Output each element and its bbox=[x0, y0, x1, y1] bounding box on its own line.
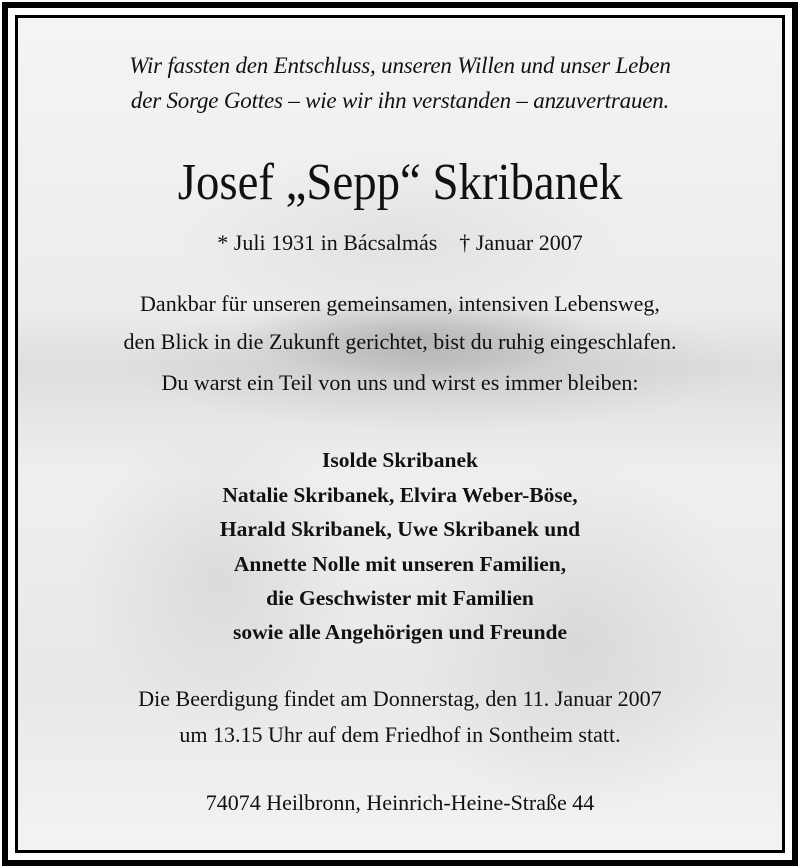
mourner-line: sowie alle Angehörigen und Freunde bbox=[232, 620, 568, 644]
gratitude-line: den Blick in die Zukunft gerichtet, bist du ruhig eingeschlafen. bbox=[123, 329, 677, 354]
death-notice bbox=[15, 15, 785, 853]
mourner-line: Isolde Skribanek bbox=[322, 448, 478, 472]
mourner-line: Harald Skribanek, Uwe Skribanek und bbox=[219, 517, 581, 541]
motto-line: Wir fassten den Entschluss, unseren Willen und unser Leben bbox=[129, 53, 671, 78]
mourner-line: Annette Nolle mit unseren Familien, bbox=[233, 552, 567, 576]
death-date: † Januar 2007 bbox=[459, 230, 583, 255]
outer-border bbox=[2, 2, 798, 866]
mourner-line: die Geschwister mit Familien bbox=[266, 586, 534, 610]
deceased-name: Josef „Sepp“ Skribanek bbox=[177, 154, 623, 211]
address: 74074 Heilbronn, Heinrich-Heine-Straße 44 bbox=[205, 790, 595, 815]
gratitude-line: Dankbar für unseren gemeinsamen, intensiven Lebensweg, bbox=[140, 291, 660, 316]
mourner-line: Natalie Skribanek, Elvira Weber-Böse, bbox=[222, 483, 578, 507]
funeral-line: Die Beerdigung findet am Donnerstag, den 11. Januar 2007 bbox=[138, 686, 662, 711]
birth-date: * Juli 1931 in Bácsalmás bbox=[217, 230, 438, 255]
motto-line: der Sorge Gottes – wie wir ihn verstanden – anzuvertrauen. bbox=[130, 88, 670, 113]
remembrance-line: Du warst ein Teil von uns und wirst es immer bleiben: bbox=[161, 370, 639, 395]
life-dates bbox=[18, 230, 782, 256]
funeral-line: um 13.15 Uhr auf dem Friedhof in Sontheim statt. bbox=[179, 722, 621, 747]
